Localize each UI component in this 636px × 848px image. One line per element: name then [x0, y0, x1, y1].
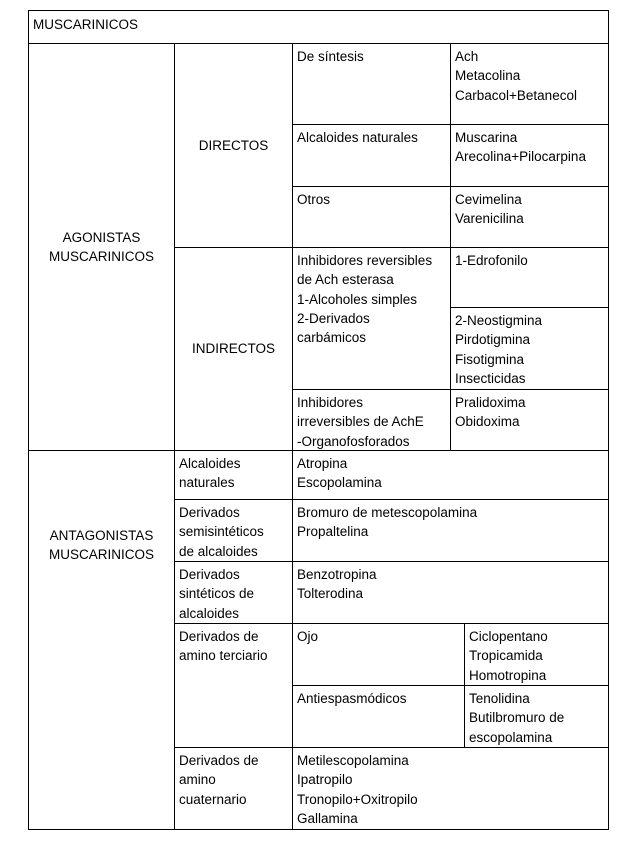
category-cell: [292, 247, 451, 390]
agonistas-label-line: AGONISTAS: [62, 229, 141, 245]
drug-item: Tropicamida: [469, 648, 543, 664]
drug-list-cell: [450, 247, 609, 308]
indirectos-label: INDIRECTOS: [191, 341, 275, 357]
category-text: 1-Alcoholes simples: [297, 291, 418, 307]
table-title: MUSCARINICOS: [33, 17, 139, 32]
category-cell: [292, 43, 451, 125]
drug-item: 2-Neostigmina: [455, 313, 543, 328]
drug-item: Tolterodina: [297, 586, 364, 602]
drug-list-cell: [292, 747, 609, 830]
category-text: de Ach esterasa: [297, 272, 394, 288]
category-cell: [174, 499, 293, 562]
category-text: Otros: [297, 192, 331, 207]
drug-list-cell: [450, 307, 609, 390]
category-text: Derivados de: [179, 753, 259, 768]
drug-item: Butilbromuro de: [469, 710, 565, 726]
category-text: irreversibles de AchE: [297, 414, 424, 430]
drug-list-cell: [292, 499, 609, 562]
drug-list-cell: [292, 561, 609, 624]
indirectos-label-cell: [174, 247, 293, 451]
drug-item: Muscarina: [455, 130, 518, 145]
category-cell: [292, 124, 451, 187]
drug-list-cell: [292, 450, 609, 500]
drug-item: Bromuro de metescopolamina: [297, 505, 478, 520]
drug-item: Escopolamina: [297, 475, 382, 491]
drug-item: Ach: [455, 49, 479, 64]
drug-item: Cevimelina: [455, 192, 522, 207]
category-text: -Organofosforados: [297, 433, 410, 449]
category-text: naturales: [179, 475, 235, 491]
category-text: Derivados de: [179, 629, 259, 644]
category-cell: [292, 389, 451, 451]
directos-label: DIRECTOS: [198, 137, 269, 153]
drug-list-cell: [464, 685, 609, 748]
category-text: Alcaloides naturales: [297, 130, 418, 145]
drug-item: Carbacol+Betanecol: [455, 87, 577, 103]
drug-item: Benzotropina: [297, 567, 377, 582]
drug-item: Pirdotigmina: [455, 332, 531, 348]
drug-list-cell: [450, 186, 609, 248]
category-cell: [292, 186, 451, 248]
category-text: Derivados: [179, 505, 240, 520]
subcategory-cell: [292, 623, 465, 686]
directos-label-cell: [174, 43, 293, 248]
category-text: de alcaloides: [179, 543, 258, 559]
drug-item: Ciclopentano: [469, 629, 548, 644]
subcategory-text: Ojo: [297, 629, 319, 644]
antagonistas-label-cell: [28, 450, 175, 830]
drug-item: 1-Edrofonilo: [455, 253, 528, 268]
drug-item: Homotropina: [469, 667, 547, 683]
subcategory-cell: [292, 685, 465, 748]
table-title-cell: [28, 10, 609, 44]
drug-list-cell: [464, 623, 609, 686]
category-cell: [174, 561, 293, 624]
category-text: amino: [179, 772, 216, 788]
category-text: sintéticos de: [179, 586, 255, 602]
category-text: amino terciario: [179, 648, 268, 664]
category-text: 2-Derivados: [297, 310, 370, 326]
drug-list-cell: [450, 389, 609, 451]
drug-item: Gallamina: [297, 810, 358, 826]
category-cell: [174, 623, 293, 748]
subcategory-text: Antiespasmódicos: [297, 691, 407, 706]
agonistas-label-cell: [28, 43, 175, 451]
drug-item: Insecticidas: [455, 370, 526, 386]
drug-item: Varenicilina: [455, 211, 524, 227]
drug-item: Pralidoxima: [455, 395, 526, 410]
category-text: Derivados: [179, 567, 240, 582]
drug-item: Fisotigmina: [455, 351, 525, 367]
drug-item: Arecolina+Pilocarpina: [455, 149, 586, 165]
category-text: cuaternario: [179, 791, 247, 807]
drug-item: Atropina: [297, 456, 348, 471]
drug-item: Metilescopolamina: [297, 753, 409, 768]
category-text: Inhibidores: [297, 395, 364, 410]
drug-item: Obidoxima: [455, 414, 520, 430]
category-text: De síntesis: [297, 49, 364, 64]
drug-list-cell: [450, 43, 609, 125]
category-cell: [174, 450, 293, 500]
category-text: Alcaloides: [179, 456, 241, 471]
drug-item: Metacolina: [455, 68, 521, 84]
category-text: carbámicos: [297, 330, 367, 346]
drug-item: Tronopilo+Oxitropilo: [297, 791, 418, 807]
category-cell: [174, 747, 293, 830]
category-text: alcaloides: [179, 605, 240, 621]
drug-item: Tenolidina: [469, 691, 530, 706]
category-text: semisintéticos: [179, 524, 264, 540]
antagonistas-label-line: ANTAGONISTAS: [49, 527, 154, 543]
category-text: Inhibidores reversibles: [297, 253, 433, 268]
drug-item: Propaltelina: [297, 524, 369, 540]
antagonistas-label-line: MUSCARINICOS: [48, 547, 154, 562]
drug-list-cell: [450, 124, 609, 187]
agonistas-label-line: MUSCARINICOS: [48, 249, 154, 264]
drug-item: Ipatropilo: [297, 772, 353, 788]
drug-item: escopolamina: [469, 729, 553, 745]
